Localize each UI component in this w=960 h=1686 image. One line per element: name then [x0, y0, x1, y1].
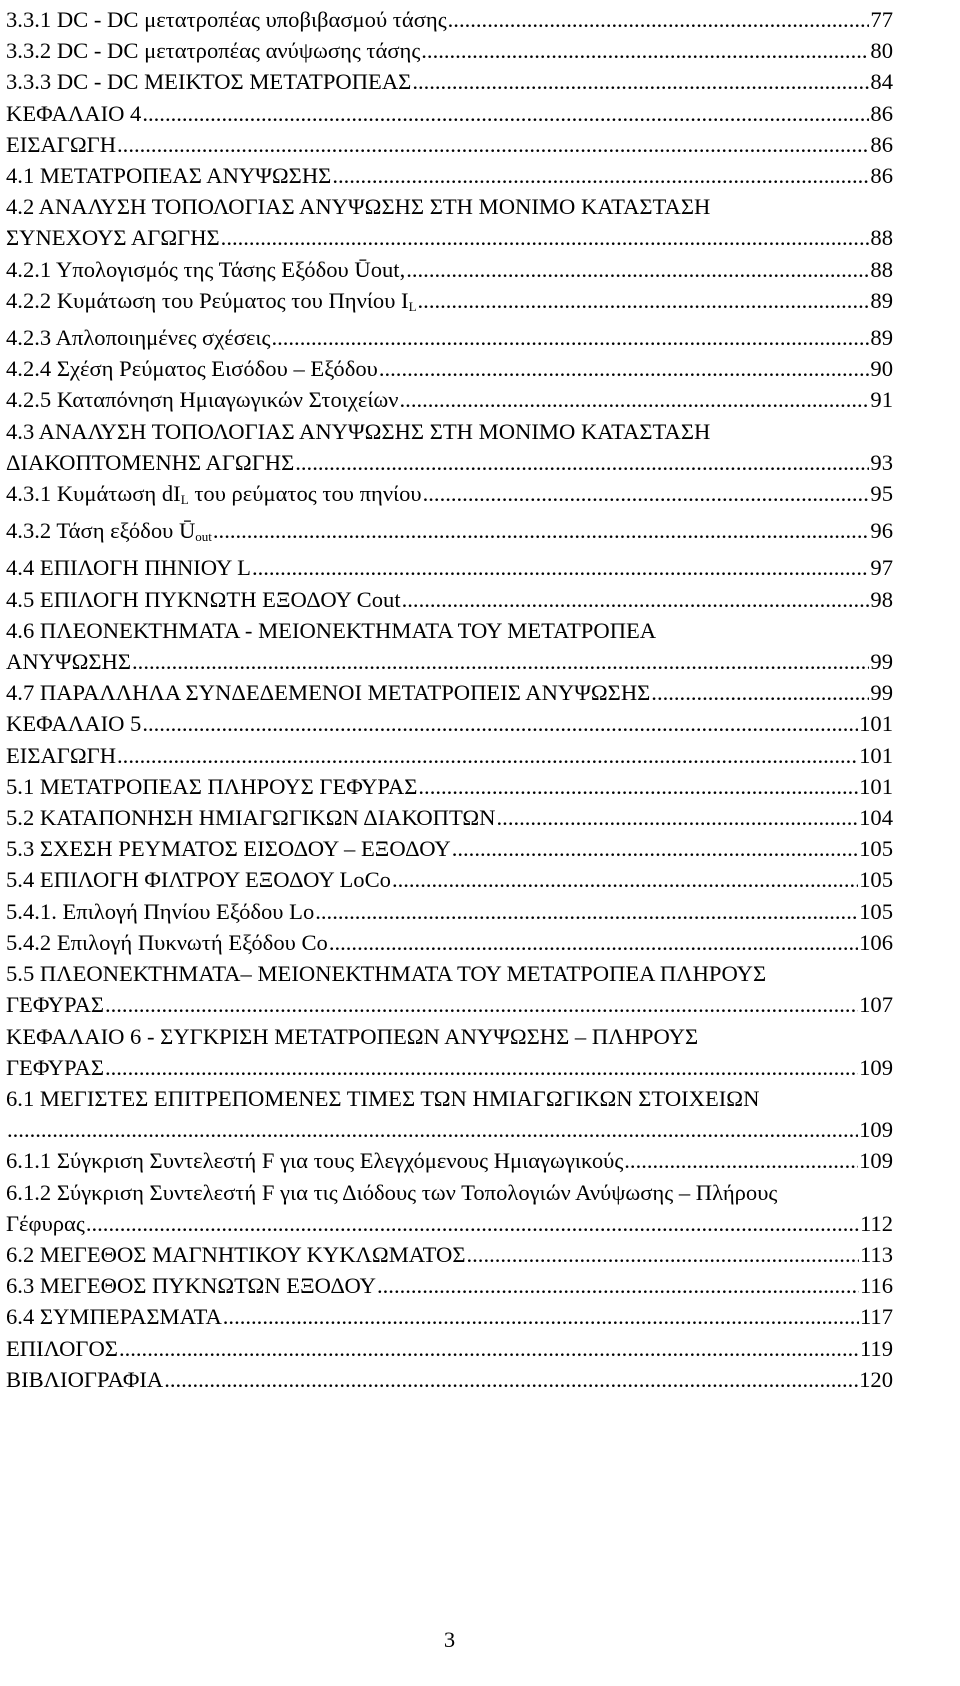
toc-entry-title-text: 4.1 ΜΕΤΑΤΡΟΠΕΑΣ ΑΝΥΨΩΣΗΣ	[6, 163, 332, 189]
toc-entry[interactable]	[6, 740, 893, 771]
toc-entry-title-text: 5.4.1. Επιλογή Πηνίου Εξόδου Lo	[6, 898, 315, 924]
toc-entry-page: 88	[870, 256, 893, 282]
toc-entry[interactable]	[6, 478, 893, 515]
toc-entry-title-text: 6.2 ΜΕΓΕΘΟΣ ΜΑΓΝΗΤΙΚΟΥ ΚΥΚΛΩΜΑΤΟΣ	[6, 1241, 466, 1267]
toc-entry[interactable]	[6, 1208, 893, 1239]
toc-entry-page: 90	[870, 356, 893, 382]
dot-leader	[400, 384, 870, 415]
toc-entry-first-line[interactable]: 4.3 ΑΝΑΛΥΣΗ ΤΟΠΟΛΟΓΙΑΣ ΑΝΥΨΩΣΗΣ ΣΤΗ ΜΟΝΙΜΟ ΚΑΤΑΣΤΑΣΗ	[6, 418, 711, 444]
toc-entry-page: 98	[870, 586, 893, 612]
toc-entry-title	[6, 864, 391, 895]
toc-entry-page: 119	[859, 1335, 893, 1361]
toc-entry-title	[6, 584, 401, 615]
dot-leader	[105, 989, 858, 1020]
toc-entry-page: 101	[859, 742, 893, 768]
toc-entry-page: 88	[870, 225, 893, 251]
toc-entry-page: 86	[870, 100, 893, 126]
toc-entry-title	[6, 254, 405, 285]
toc-entry-subscript: L	[180, 492, 189, 508]
toc-entry-title	[6, 98, 141, 129]
toc-entry-title-text: 4.2.5 Καταπόνηση Ημιαγωγικών Στοιχείων	[6, 387, 399, 413]
toc-entry-title	[6, 515, 212, 552]
dot-leader	[402, 584, 870, 615]
toc-entry-page: 116	[859, 1273, 893, 1299]
toc-entry-first-line[interactable]: 6.1.2 Σύγκριση Συντελεστή F για τις Διόδους των Τοπολογιών Ανύψωσης – Πλήρους	[6, 1179, 778, 1205]
toc-entry[interactable]	[6, 771, 893, 802]
dot-leader	[392, 864, 858, 895]
toc-entry-title	[6, 1364, 163, 1395]
toc-entry-title	[6, 447, 294, 478]
toc-entry-title	[6, 478, 422, 515]
toc-entry[interactable]	[6, 802, 893, 833]
toc-entry-page: 96	[870, 518, 893, 544]
dot-leader	[142, 98, 869, 129]
toc-entry-title-text: ΚΕΦΑΛΑΙΟ 4	[6, 100, 142, 126]
toc-entry-title	[6, 4, 447, 35]
toc-entry-title	[6, 1208, 85, 1239]
toc-entry-title	[6, 740, 116, 771]
toc-entry-title-text: 3.3.2 DC - DC μετατροπέας ανύψωσης τάσης	[6, 38, 421, 64]
toc-entry-title	[6, 771, 417, 802]
toc-entry-page: 105	[859, 898, 893, 924]
toc-entry-title-text: ΓΕΦΥΡΑΣ	[6, 992, 104, 1018]
toc-entry-page: 97	[870, 555, 893, 581]
toc-entry-first-line[interactable]: 5.5 ΠΛΕΟΝΕΚΤΗΜΑΤΑ– ΜΕΙΟΝΕΚΤΗΜΑΤΑ ΤΟΥ ΜΕΤΑΤΡΟΠΕΑ ΠΛΗΡΟΥΣ	[6, 961, 767, 987]
dot-leader	[329, 927, 858, 958]
toc-entry[interactable]	[6, 160, 893, 191]
toc-entry[interactable]	[6, 129, 893, 160]
toc-entry-page: 105	[859, 836, 893, 862]
toc-entry[interactable]	[6, 515, 893, 552]
dot-leader	[624, 1145, 858, 1176]
toc-entry-title	[6, 708, 141, 739]
dot-leader	[418, 285, 870, 316]
toc-entry-title-text: ΔΙΑΚΟΠΤΟΜΕΝΗΣ ΑΓΩΓΗΣ	[6, 449, 295, 475]
toc-entry-title	[6, 222, 220, 253]
toc-entry-title-text: ΒΙΒΛΙΟΓΡΑΦΙΑ	[6, 1366, 164, 1392]
toc-entry[interactable]	[6, 1301, 893, 1332]
toc-entry-title	[6, 322, 270, 353]
dot-leader	[221, 222, 870, 253]
dot-leader	[448, 4, 870, 35]
toc-entry[interactable]	[6, 254, 893, 285]
toc-entry-title	[6, 552, 251, 583]
toc-entry-title	[6, 66, 411, 97]
toc-entry-title-text: 5.2 ΚΑΤΑΠΟΝΗΣΗ ΗΜΙΑΓΩΓΙΚΩΝ ΔΙΑΚΟΠΤΩΝ	[6, 805, 496, 831]
toc-entry-title	[6, 160, 331, 191]
dot-leader	[105, 1052, 858, 1083]
toc-entry[interactable]	[6, 1114, 893, 1145]
toc-entry[interactable]	[6, 222, 893, 253]
toc-entry-title-text: 6.1.1 Σύγκριση Συντελεστή F για τους Ελεγχόμενους Ημιαγωγικούς	[6, 1148, 624, 1174]
dot-leader	[467, 1239, 859, 1270]
dot-leader	[119, 1333, 859, 1364]
toc-entry-title-text: 4.4 ΕΠΙΛΟΓΗ ΠΗΝΙΟΥ L	[6, 555, 251, 581]
dot-leader	[377, 1270, 859, 1301]
toc-entry-title	[6, 677, 650, 708]
toc-entry[interactable]	[6, 4, 893, 35]
toc-entry[interactable]	[6, 1364, 893, 1395]
toc-entry-title-text: ΓΕΦΥΡΑΣ	[6, 1054, 104, 1080]
toc-entry-title-text: 3.3.3 DC - DC ΜΕΙΚΤΟΣ ΜΕΤΑΤΡΟΠΕΑΣ	[6, 69, 412, 95]
toc-entry-page: 112	[859, 1210, 893, 1236]
dot-leader	[117, 740, 858, 771]
dot-leader	[295, 447, 869, 478]
toc-entry[interactable]	[6, 896, 893, 927]
toc-entry-title-text: 3.3.1 DC - DC μετατροπέας υποβιβασμού τάσης	[6, 7, 447, 32]
toc-entry-title-text: 6.3 ΜΕΓΕΘΟΣ ΠΥΚΝΩΤΩΝ ΕΞΟΔΟΥ	[6, 1273, 376, 1299]
toc-entry-page: 109	[859, 1148, 893, 1174]
toc-entry-title-text: 5.4.2 Επιλογή Πυκνωτή Εξόδου Co	[6, 929, 328, 955]
toc-entry-title-text: Γέφυρας	[6, 1210, 85, 1236]
toc-entry-subscript: L	[408, 298, 417, 314]
toc-entry-title-text: 5.4 ΕΠΙΛΟΓΗ ΦΙΛΤΡΟΥ ΕΞΟΔΟΥ LoCo	[6, 867, 391, 893]
toc-entry-title-text: 4.2.2 Κυμάτωση του Ρεύματος του Πηνίου I	[6, 287, 409, 313]
toc-entry[interactable]	[6, 864, 893, 895]
toc-entry-title-text: ΕΠΙΛΟΓΟΣ	[6, 1335, 118, 1361]
toc-entry-page: 86	[870, 131, 893, 157]
toc-entry-title-text: ΕΙΣΑΓΩΓΗ	[6, 742, 117, 768]
toc-entry-title	[6, 896, 314, 927]
dot-leader	[452, 833, 858, 864]
toc-entry[interactable]	[6, 35, 893, 66]
dot-leader	[213, 515, 870, 546]
toc-entry-title	[6, 833, 451, 864]
toc-entry-page: 120	[859, 1366, 893, 1392]
dot-leader	[142, 708, 858, 739]
toc-entry-page: 104	[859, 805, 893, 831]
toc-entry-page: 107	[859, 992, 893, 1018]
toc-entry[interactable]	[6, 285, 893, 322]
dot-leader	[315, 896, 858, 927]
dot-leader	[7, 1114, 858, 1145]
toc-entry-page: 77	[870, 7, 893, 32]
toc-entry-title-text: ΚΕΦΑΛΑΙΟ 5	[6, 711, 142, 737]
toc-entry-title-text: 4.3.1 Κυμάτωση dI	[6, 481, 181, 507]
dot-leader	[223, 1301, 859, 1332]
table-of-contents	[6, 4, 893, 1395]
toc-entry[interactable]	[6, 833, 893, 864]
toc-entry-page: 101	[859, 711, 893, 737]
toc-entry-title	[6, 646, 131, 677]
toc-entry-title	[6, 1333, 118, 1364]
toc-entry-title-text: 4.3.2 Τάση εξόδου Ū	[6, 518, 196, 544]
toc-entry[interactable]	[6, 353, 893, 384]
toc-entry-title	[6, 1145, 623, 1176]
toc-entry-title-text: ΕΙΣΑΓΩΓΗ	[6, 131, 117, 157]
dot-leader	[252, 552, 869, 583]
toc-entry-first-line[interactable]: 4.2 ΑΝΑΛΥΣΗ ΤΟΠΟΛΟΓΙΑΣ ΑΝΥΨΩΣΗΣ ΣΤΗ ΜΟΝΙΜΟ ΚΑΤΑΣΤΑΣΗ	[6, 194, 711, 220]
toc-entry-title-suffix: του ρεύματος του πηνίου	[188, 481, 422, 507]
toc-entry-page: 117	[859, 1304, 893, 1330]
toc-entry-page: 113	[859, 1241, 893, 1267]
toc-entry-title-text: 4.2.1 Υπολογισμός της Τάσης Εξόδου Ūout,	[6, 256, 406, 282]
toc-entry[interactable]	[6, 98, 893, 129]
toc-entry-page: 105	[859, 867, 893, 893]
toc-entry-title	[6, 353, 378, 384]
toc-entry[interactable]	[6, 677, 893, 708]
toc-entry-title-text: 4.7 ΠΑΡΑΛΛΗΛΑ ΣΥΝΔΕΔΕΜΕΝΟΙ ΜΕΤΑΤΡΟΠΕΙΣ ΑΝΥΨΩΣΗΣ	[6, 680, 651, 706]
toc-entry-page: 109	[859, 1117, 893, 1143]
toc-entry[interactable]	[6, 1052, 893, 1083]
dot-leader	[164, 1364, 858, 1395]
toc-entry[interactable]	[6, 66, 893, 97]
toc-entry-page: 89	[870, 325, 893, 351]
toc-entry[interactable]	[6, 384, 893, 415]
toc-entry-page: 109	[859, 1054, 893, 1080]
toc-entry-page: 99	[870, 649, 893, 675]
toc-entry-title	[6, 802, 496, 833]
toc-entry[interactable]	[6, 989, 893, 1020]
toc-entry[interactable]	[6, 1145, 893, 1176]
toc-entry-title	[6, 1301, 222, 1332]
dot-leader	[132, 646, 869, 677]
dot-leader	[117, 129, 869, 160]
toc-entry-page: 89	[870, 287, 893, 313]
toc-entry-page: 86	[870, 163, 893, 189]
dot-leader	[421, 35, 869, 66]
toc-entry-title	[6, 384, 399, 415]
toc-entry-page: 95	[870, 481, 893, 507]
toc-entry-title	[6, 927, 328, 958]
toc-entry-first-line[interactable]: 4.6 ΠΛΕΟΝΕΚΤΗΜΑΤΑ - ΜΕΙΟΝΕΚΤΗΜΑΤΑ ΤΟΥ ΜΕΤΑΤΡΟΠΕΑ	[6, 617, 657, 643]
toc-entry-page: 91	[870, 387, 893, 413]
toc-entry-title	[6, 989, 104, 1020]
toc-entry-title	[6, 1052, 104, 1083]
dot-leader	[497, 802, 859, 833]
dot-leader	[379, 353, 870, 384]
toc-entry[interactable]	[6, 646, 893, 677]
toc-entry-title-text: 4.2.3 Απλοποιημένες σχέσεις	[6, 325, 271, 351]
dot-leader	[651, 677, 869, 708]
toc-entry-title-text: 4.5 ΕΠΙΛΟΓΗ ΠΥΚΝΩΤΗ ΕΞΟΔΟΥ Cout	[6, 586, 401, 612]
dot-leader	[423, 478, 870, 509]
toc-entry[interactable]	[6, 708, 893, 739]
toc-entry-title	[6, 285, 417, 322]
toc-entry[interactable]	[6, 322, 893, 353]
toc-entry[interactable]	[6, 1239, 893, 1270]
toc-entry[interactable]	[6, 1333, 893, 1364]
toc-entry-title-text: 5.3 ΣΧΕΣΗ ΡΕΥΜΑΤΟΣ ΕΙΣΟΔΟΥ – ΕΞΟΔΟΥ	[6, 836, 451, 862]
dot-leader	[86, 1208, 859, 1239]
toc-entry[interactable]	[6, 1270, 893, 1301]
toc-entry-title-text: 6.4 ΣΥΜΠΕΡΑΣΜΑΤΑ	[6, 1304, 222, 1330]
toc-entry[interactable]	[6, 584, 893, 615]
toc-entry-page: 99	[870, 680, 893, 706]
toc-entry-title	[6, 129, 116, 160]
dot-leader	[406, 254, 869, 285]
toc-entry[interactable]	[6, 447, 893, 478]
toc-entry-page: 84	[870, 69, 893, 95]
toc-entry-first-line[interactable]: 6.1 ΜΕΓΙΣΤΕΣ ΕΠΙΤΡΕΠΟΜΕΝΕΣ ΤΙΜΕΣ ΤΩΝ ΗΜΙΑΓΩΓΙΚΩΝ ΣΤΟΙΧΕΙΩΝ	[6, 1085, 760, 1111]
dot-leader	[332, 160, 869, 191]
toc-entry-subscript: out	[195, 529, 212, 545]
toc-entry-page: 93	[870, 449, 893, 475]
toc-entry-title-text: ΑΝΥΨΩΣΗΣ	[6, 649, 132, 675]
toc-entry[interactable]	[6, 927, 893, 958]
toc-entry-title	[6, 1270, 376, 1301]
toc-entry-page: 101	[859, 773, 893, 799]
toc-entry-title	[6, 1239, 466, 1270]
dot-leader	[412, 66, 869, 97]
toc-entry-first-line[interactable]: ΚΕΦΑΛΑΙΟ 6 - ΣΥΓΚΡΙΣΗ ΜΕΤΑΤΡΟΠΕΩΝ ΑΝΥΨΩΣΗΣ – ΠΛΗΡΟΥΣ	[6, 1023, 699, 1049]
toc-entry-page: 106	[859, 929, 893, 955]
toc-entry-title-text: 4.2.4 Σχέση Ρεύματος Εισόδου – Εξόδου	[6, 356, 378, 382]
dot-leader	[418, 771, 858, 802]
page-number: 3	[443, 1627, 456, 1652]
dot-leader	[271, 322, 869, 353]
toc-entry-page: 80	[870, 38, 893, 64]
toc-entry-title	[6, 35, 420, 66]
toc-entry[interactable]	[6, 552, 893, 583]
toc-entry-title-text: 5.1 ΜΕΤΑΤΡΟΠΕΑΣ ΠΛΗΡΟΥΣ ΓΕΦΥΡΑΣ	[6, 773, 418, 799]
toc-entry-title-text: ΣΥΝΕΧΟΥΣ ΑΓΩΓΗΣ	[6, 225, 220, 251]
